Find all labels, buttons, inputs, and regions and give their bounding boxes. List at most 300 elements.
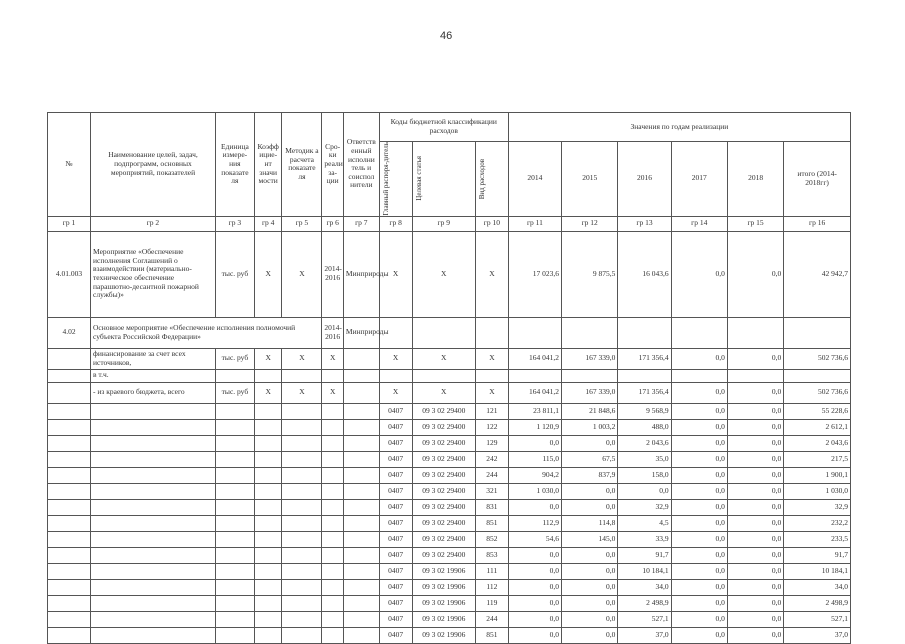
code-chapter: 0407	[379, 451, 412, 467]
code-article: 09 3 02 29400	[412, 531, 475, 547]
empty-cell	[282, 595, 322, 611]
row-number: 4.01.003	[48, 231, 91, 317]
header-code-chapter	[379, 142, 412, 217]
empty-cell	[343, 563, 379, 579]
code-article: 09 3 02 19906	[412, 595, 475, 611]
header-term: Сро-ки реали за-ции	[322, 113, 344, 217]
empty-cell	[48, 451, 91, 467]
row-term: Х	[322, 382, 344, 403]
empty-cell	[343, 595, 379, 611]
value-2015: 145,0	[562, 531, 618, 547]
empty-cell	[343, 369, 379, 382]
value-2014: 23 811,1	[508, 403, 561, 419]
code-chapter: 0407	[379, 579, 412, 595]
empty-cell	[379, 369, 412, 382]
empty-cell	[48, 403, 91, 419]
value-total: 233,5	[784, 531, 851, 547]
value-2014: 0,0	[508, 627, 561, 643]
empty-cell	[215, 403, 254, 419]
empty-cell	[282, 627, 322, 643]
table-row-budget-code	[48, 483, 851, 499]
empty-cell	[48, 467, 91, 483]
value-2017: 0,0	[671, 563, 727, 579]
code-type: 244	[476, 611, 509, 627]
row-unit: тыс. руб	[215, 231, 254, 317]
empty-cell	[322, 547, 344, 563]
row-code-article: Х	[412, 382, 475, 403]
value-total: 32,9	[784, 499, 851, 515]
value-total: 502 736,6	[784, 348, 851, 369]
empty-cell	[215, 611, 254, 627]
code-article: 09 3 02 29400	[412, 483, 475, 499]
empty-cell	[343, 627, 379, 643]
empty-cell	[343, 531, 379, 547]
value-2015: 0,0	[562, 627, 618, 643]
code-article: 09 3 02 29400	[412, 515, 475, 531]
empty-cell	[322, 419, 344, 435]
value-2014: 1 030,0	[508, 483, 561, 499]
value-2014: 112,9	[508, 515, 561, 531]
empty-cell	[48, 627, 91, 643]
code-type: 242	[476, 451, 509, 467]
value-2015: 0,0	[562, 499, 618, 515]
value-total: 2 043,6	[784, 435, 851, 451]
value-2016: 16 043,6	[618, 231, 671, 317]
row-responsible: Минприроды	[343, 231, 379, 317]
empty-cell	[727, 369, 783, 382]
code-type: 112	[476, 579, 509, 595]
value-2017: 0,0	[671, 483, 727, 499]
code-article: 09 3 02 19906	[412, 611, 475, 627]
empty-cell	[343, 451, 379, 467]
empty-cell	[343, 403, 379, 419]
empty-cell	[671, 369, 727, 382]
header-values: Значения по годам реализации	[508, 113, 850, 142]
value-2014: 17 023,6	[508, 231, 561, 317]
code-article: 09 3 02 29400	[412, 499, 475, 515]
value-2018: 0,0	[727, 382, 783, 403]
code-chapter: 0407	[379, 595, 412, 611]
group-number-row	[48, 216, 851, 231]
empty-cell	[282, 611, 322, 627]
value-2016: 10 184,1	[618, 563, 671, 579]
header-code-type-text: Вид расходов	[478, 158, 486, 199]
header-row-1	[48, 113, 851, 142]
table-row-budget-code	[48, 595, 851, 611]
code-article: 09 3 02 29400	[412, 547, 475, 563]
value-2018: 0,0	[727, 467, 783, 483]
empty-cell	[343, 515, 379, 531]
value-2015: 837,9	[562, 467, 618, 483]
code-chapter: 0407	[379, 419, 412, 435]
header-year: 2014	[508, 142, 561, 217]
empty-cell	[343, 419, 379, 435]
empty-cell	[343, 483, 379, 499]
empty-cell	[282, 451, 322, 467]
table-row-budget-code	[48, 515, 851, 531]
header-responsible: Ответств енный исполни тель и соиспол нители	[343, 113, 379, 217]
value-2018: 0,0	[727, 595, 783, 611]
empty-cell	[412, 317, 475, 348]
value-2018: 0,0	[727, 499, 783, 515]
group-label: гр 1	[48, 216, 91, 231]
value-2017: 0,0	[671, 451, 727, 467]
empty-cell	[282, 531, 322, 547]
empty-cell	[322, 611, 344, 627]
value-2017: 0,0	[671, 419, 727, 435]
empty-cell	[91, 515, 216, 531]
row-code-chapter: Х	[379, 348, 412, 369]
value-2017: 0,0	[671, 403, 727, 419]
value-2016: 34,0	[618, 579, 671, 595]
empty-cell	[562, 317, 618, 348]
value-2014: 115,0	[508, 451, 561, 467]
table-row-budget-code	[48, 531, 851, 547]
value-2017: 0,0	[671, 627, 727, 643]
group-label: гр 11	[508, 216, 561, 231]
header-coef: Коэфф ицие-нт значи мости	[254, 113, 282, 217]
empty-cell	[282, 419, 322, 435]
value-2018: 0,0	[727, 579, 783, 595]
budget-table	[47, 112, 851, 644]
value-2014: 0,0	[508, 579, 561, 595]
value-2018: 0,0	[727, 231, 783, 317]
code-chapter: 0407	[379, 547, 412, 563]
code-article: 09 3 02 29400	[412, 467, 475, 483]
value-2016: 527,1	[618, 611, 671, 627]
value-total: 1 030,0	[784, 483, 851, 499]
table-row-main-measure-4-02	[48, 317, 851, 348]
value-2016: 91,7	[618, 547, 671, 563]
empty-cell	[254, 467, 282, 483]
table-row-budget-code	[48, 403, 851, 419]
empty-cell	[784, 317, 851, 348]
empty-cell	[91, 595, 216, 611]
header-name: Наименование целей, задач, подпрограмм, основных мероприятий, показателей	[91, 113, 216, 217]
value-2015: 0,0	[562, 547, 618, 563]
empty-cell	[91, 547, 216, 563]
value-2015: 9 875,5	[562, 231, 618, 317]
empty-cell	[322, 483, 344, 499]
value-2016: 2 498,9	[618, 595, 671, 611]
row-name: в т.ч.	[91, 369, 216, 382]
value-total: 10 184,1	[784, 563, 851, 579]
group-label: гр 12	[562, 216, 618, 231]
value-2016: 35,0	[618, 451, 671, 467]
empty-cell	[48, 499, 91, 515]
value-2018: 0,0	[727, 403, 783, 419]
code-type: 129	[476, 435, 509, 451]
empty-cell	[254, 531, 282, 547]
value-2014: 0,0	[508, 611, 561, 627]
row-number: 4.02	[48, 317, 91, 348]
row-name: Мероприятие «Обеспечение исполнения Соглашений о взаимодействии (материально-техническое обеспечение парашютно-десантной пожарной службы)»	[91, 231, 216, 317]
empty-cell	[282, 547, 322, 563]
value-total: 527,1	[784, 611, 851, 627]
empty-cell	[48, 348, 91, 369]
empty-cell	[343, 547, 379, 563]
empty-cell	[215, 563, 254, 579]
empty-cell	[343, 499, 379, 515]
row-method: Х	[282, 231, 322, 317]
empty-cell	[215, 369, 254, 382]
empty-cell	[322, 435, 344, 451]
empty-cell	[343, 348, 379, 369]
header-year: 2018	[727, 142, 783, 217]
group-label: гр 16	[784, 216, 851, 231]
empty-cell	[322, 595, 344, 611]
value-2018: 0,0	[727, 483, 783, 499]
code-type: 851	[476, 627, 509, 643]
empty-cell	[282, 483, 322, 499]
group-label: гр 14	[671, 216, 727, 231]
value-2014: 0,0	[508, 435, 561, 451]
header-budget-codes: Коды бюджетной классификации расходов	[379, 113, 508, 142]
code-article: 09 3 02 29400	[412, 451, 475, 467]
group-label: гр 9	[412, 216, 475, 231]
group-label: гр 5	[282, 216, 322, 231]
header-year: 2015	[562, 142, 618, 217]
header-num: №	[48, 113, 91, 217]
value-total: 2 612,1	[784, 419, 851, 435]
row-method: Х	[282, 382, 322, 403]
code-type: 321	[476, 483, 509, 499]
empty-cell	[91, 499, 216, 515]
value-2017: 0,0	[671, 435, 727, 451]
table-row-all-sources	[48, 348, 851, 369]
code-type: 852	[476, 531, 509, 547]
group-label: гр 4	[254, 216, 282, 231]
empty-cell	[48, 483, 91, 499]
empty-cell	[215, 547, 254, 563]
value-2016: 9 568,9	[618, 403, 671, 419]
empty-cell	[215, 579, 254, 595]
empty-cell	[254, 435, 282, 451]
row-coef: Х	[254, 231, 282, 317]
value-2016: 32,9	[618, 499, 671, 515]
value-total: 91,7	[784, 547, 851, 563]
row-coef: Х	[254, 348, 282, 369]
value-2015: 0,0	[562, 579, 618, 595]
empty-cell	[254, 579, 282, 595]
empty-cell	[215, 483, 254, 499]
empty-cell	[322, 563, 344, 579]
row-method: Х	[282, 348, 322, 369]
empty-cell	[727, 317, 783, 348]
empty-cell	[412, 369, 475, 382]
value-total: 502 736,6	[784, 382, 851, 403]
value-2018: 0,0	[727, 515, 783, 531]
table-row-budget-code	[48, 451, 851, 467]
empty-cell	[282, 369, 322, 382]
code-type: 122	[476, 419, 509, 435]
empty-cell	[343, 435, 379, 451]
value-2017: 0,0	[671, 547, 727, 563]
empty-cell	[322, 531, 344, 547]
empty-cell	[48, 611, 91, 627]
empty-cell	[91, 563, 216, 579]
empty-cell	[343, 382, 379, 403]
group-label: гр 2	[91, 216, 216, 231]
value-2017: 0,0	[671, 467, 727, 483]
code-chapter: 0407	[379, 531, 412, 547]
group-label: гр 7	[343, 216, 379, 231]
empty-cell	[671, 317, 727, 348]
empty-cell	[618, 369, 671, 382]
value-2017: 0,0	[671, 515, 727, 531]
table-row-budget-code	[48, 435, 851, 451]
empty-cell	[254, 563, 282, 579]
empty-cell	[91, 403, 216, 419]
empty-cell	[343, 467, 379, 483]
code-type: 831	[476, 499, 509, 515]
code-chapter: 0407	[379, 611, 412, 627]
value-2016: 33,9	[618, 531, 671, 547]
empty-cell	[562, 369, 618, 382]
empty-cell	[508, 369, 561, 382]
value-2015: 114,8	[562, 515, 618, 531]
header-code-chapter-text: Главный распоря-дитель	[381, 142, 390, 216]
value-2015: 0,0	[562, 435, 618, 451]
empty-cell	[48, 595, 91, 611]
value-2018: 0,0	[727, 531, 783, 547]
row-code-chapter: Х	[379, 231, 412, 317]
value-2017: 0,0	[671, 579, 727, 595]
empty-cell	[48, 579, 91, 595]
value-2014: 0,0	[508, 499, 561, 515]
page-number: 46	[440, 30, 453, 42]
value-2014: 54,6	[508, 531, 561, 547]
empty-cell	[215, 595, 254, 611]
value-total: 37,0	[784, 627, 851, 643]
header-code-article-text: Целевая статья	[414, 156, 423, 202]
code-chapter: 0407	[379, 499, 412, 515]
value-2018: 0,0	[727, 451, 783, 467]
value-2018: 0,0	[727, 563, 783, 579]
value-2016: 488,0	[618, 419, 671, 435]
empty-cell	[282, 499, 322, 515]
empty-cell	[254, 483, 282, 499]
table-row-budget-code	[48, 611, 851, 627]
empty-cell	[476, 317, 509, 348]
value-2015: 21 848,6	[562, 403, 618, 419]
value-2014: 0,0	[508, 547, 561, 563]
header-year: 2017	[671, 142, 727, 217]
value-2017: 0,0	[671, 595, 727, 611]
value-2015: 0,0	[562, 611, 618, 627]
value-2018: 0,0	[727, 348, 783, 369]
empty-cell	[322, 515, 344, 531]
value-2017: 0,0	[671, 611, 727, 627]
empty-cell	[282, 403, 322, 419]
value-2018: 0,0	[727, 435, 783, 451]
row-name: Основное мероприятие «Обеспечение исполнения полномочий субъекта Российской Федерации»	[91, 317, 322, 348]
value-2014: 164 041,2	[508, 348, 561, 369]
value-total: 232,2	[784, 515, 851, 531]
code-article: 09 3 02 19906	[412, 627, 475, 643]
code-chapter: 0407	[379, 627, 412, 643]
empty-cell	[322, 467, 344, 483]
code-article: 09 3 02 29400	[412, 435, 475, 451]
empty-cell	[91, 627, 216, 643]
value-2016: 158,0	[618, 467, 671, 483]
row-name: - из краевого бюджета, всего	[91, 382, 216, 403]
empty-cell	[48, 515, 91, 531]
value-2016: 0,0	[618, 483, 671, 499]
code-type: 853	[476, 547, 509, 563]
table-row-including	[48, 369, 851, 382]
group-label: гр 15	[727, 216, 783, 231]
row-code-type: Х	[476, 382, 509, 403]
empty-cell	[215, 419, 254, 435]
value-2016: 4,5	[618, 515, 671, 531]
value-2018: 0,0	[727, 627, 783, 643]
empty-cell	[322, 499, 344, 515]
value-2015: 167 339,0	[562, 382, 618, 403]
empty-cell	[48, 382, 91, 403]
table-row-budget-code	[48, 419, 851, 435]
empty-cell	[322, 403, 344, 419]
value-2014: 164 041,2	[508, 382, 561, 403]
row-code-article: Х	[412, 348, 475, 369]
empty-cell	[282, 579, 322, 595]
value-2015: 0,0	[562, 595, 618, 611]
empty-cell	[215, 531, 254, 547]
empty-cell	[215, 627, 254, 643]
empty-cell	[476, 369, 509, 382]
empty-cell	[215, 435, 254, 451]
value-2018: 0,0	[727, 419, 783, 435]
table-row-budget-code	[48, 467, 851, 483]
empty-cell	[784, 369, 851, 382]
empty-cell	[48, 547, 91, 563]
value-total: 34,0	[784, 579, 851, 595]
empty-cell	[343, 611, 379, 627]
empty-cell	[48, 435, 91, 451]
empty-cell	[282, 467, 322, 483]
empty-cell	[254, 547, 282, 563]
empty-cell	[91, 435, 216, 451]
code-chapter: 0407	[379, 483, 412, 499]
empty-cell	[48, 531, 91, 547]
row-term: 2014-2016	[322, 317, 344, 348]
header-unit: Единица измере-ния показате ля	[215, 113, 254, 217]
empty-cell	[322, 627, 344, 643]
group-label: гр 3	[215, 216, 254, 231]
empty-cell	[254, 419, 282, 435]
value-total: 1 900,1	[784, 467, 851, 483]
value-2018: 0,0	[727, 547, 783, 563]
empty-cell	[254, 595, 282, 611]
row-unit: тыс. руб	[215, 382, 254, 403]
empty-cell	[215, 467, 254, 483]
value-2014: 0,0	[508, 563, 561, 579]
empty-cell	[618, 317, 671, 348]
header-code-type	[476, 142, 509, 217]
empty-cell	[254, 627, 282, 643]
code-chapter: 0407	[379, 435, 412, 451]
empty-cell	[322, 451, 344, 467]
empty-cell	[91, 579, 216, 595]
empty-cell	[322, 579, 344, 595]
code-chapter: 0407	[379, 403, 412, 419]
empty-cell	[254, 369, 282, 382]
value-2015: 0,0	[562, 563, 618, 579]
value-total: 217,5	[784, 451, 851, 467]
empty-cell	[91, 467, 216, 483]
code-chapter: 0407	[379, 563, 412, 579]
empty-cell	[254, 499, 282, 515]
